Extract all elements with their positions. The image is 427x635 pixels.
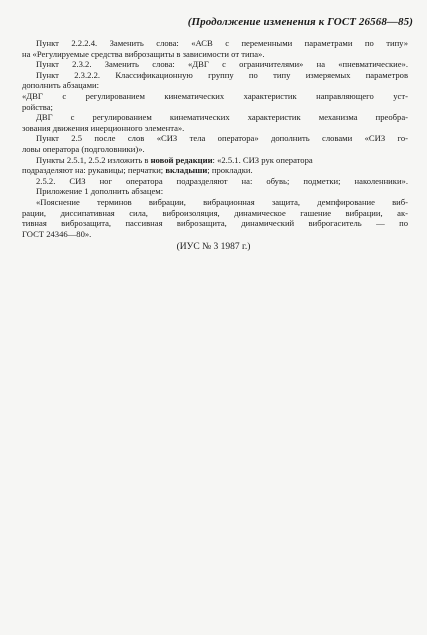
text-line: ДВГ с регулированием кинематических характеристик механизма преобра- xyxy=(36,112,408,123)
text-line: ловы оператора (подголовники)». xyxy=(22,143,145,154)
text-line: рации, диссипативная сила, виброизоляция, динамическое гашение вибрации, ак- xyxy=(22,207,408,218)
text-line xyxy=(22,165,408,176)
bold-phrase: новой редакции xyxy=(150,154,213,165)
text-segment: ; прокладки. xyxy=(207,165,253,176)
text-line: 2.5.2. СИЗ ног оператора подразделяют на: обувь; подметки; наколенники». xyxy=(36,175,408,186)
text-line: зования движения инерционного элемента». xyxy=(22,122,185,133)
amendment-text xyxy=(22,38,408,239)
text-segment: : «2.5.1. СИЗ рук оператора xyxy=(212,154,313,165)
text-line: Пункт 2.2.2.4. Заменить слова: «АСВ с переменными параметрами по типу» xyxy=(36,38,408,48)
text-line: на «Регулируемые средства виброзащиты в зависимости от типа». xyxy=(22,48,265,59)
text-line: Приложение 1 дополнить абзацем: xyxy=(36,186,164,197)
bold-phrase: вкладыши xyxy=(165,165,208,176)
text-line: ройства; xyxy=(22,101,53,112)
text-line: Пункт 2.3.2.2. Классификационную группу по типу измеряемых параметров xyxy=(36,69,408,80)
text-line: дополнить абзацами: xyxy=(22,80,99,91)
text-line: «Пояснение терминов вибрации, вибрационная защита, демпфирование виб- xyxy=(36,196,408,207)
text-line: ГОСТ 24346—80». xyxy=(22,228,92,239)
text-line: тивная виброзащита, пассивная виброзащита, динамический виброгаситель — по xyxy=(22,218,408,229)
text-line: Пункт 2.5 после слов «СИЗ тела оператора» дополнить словами «СИЗ го- xyxy=(36,133,408,144)
publication-reference: (ИУС № 3 1987 г.) xyxy=(176,242,251,252)
text-line: «ДВГ с регулированием кинематических характеристик направляющего уст- xyxy=(22,90,408,101)
text-line: Пункт 2.3.2. Заменить слова: «ДВГ с ограничителями» на «пневматические». xyxy=(36,59,408,70)
text-segment: Пункты 2.5.1, 2.5.2 изложить в xyxy=(36,154,151,165)
text-line xyxy=(22,155,408,166)
text-segment: подразделяют на: рукавицы; перчатки; xyxy=(22,165,166,176)
page-header: (Продолжение изменения к ГОСТ 26568—85) xyxy=(187,16,413,28)
